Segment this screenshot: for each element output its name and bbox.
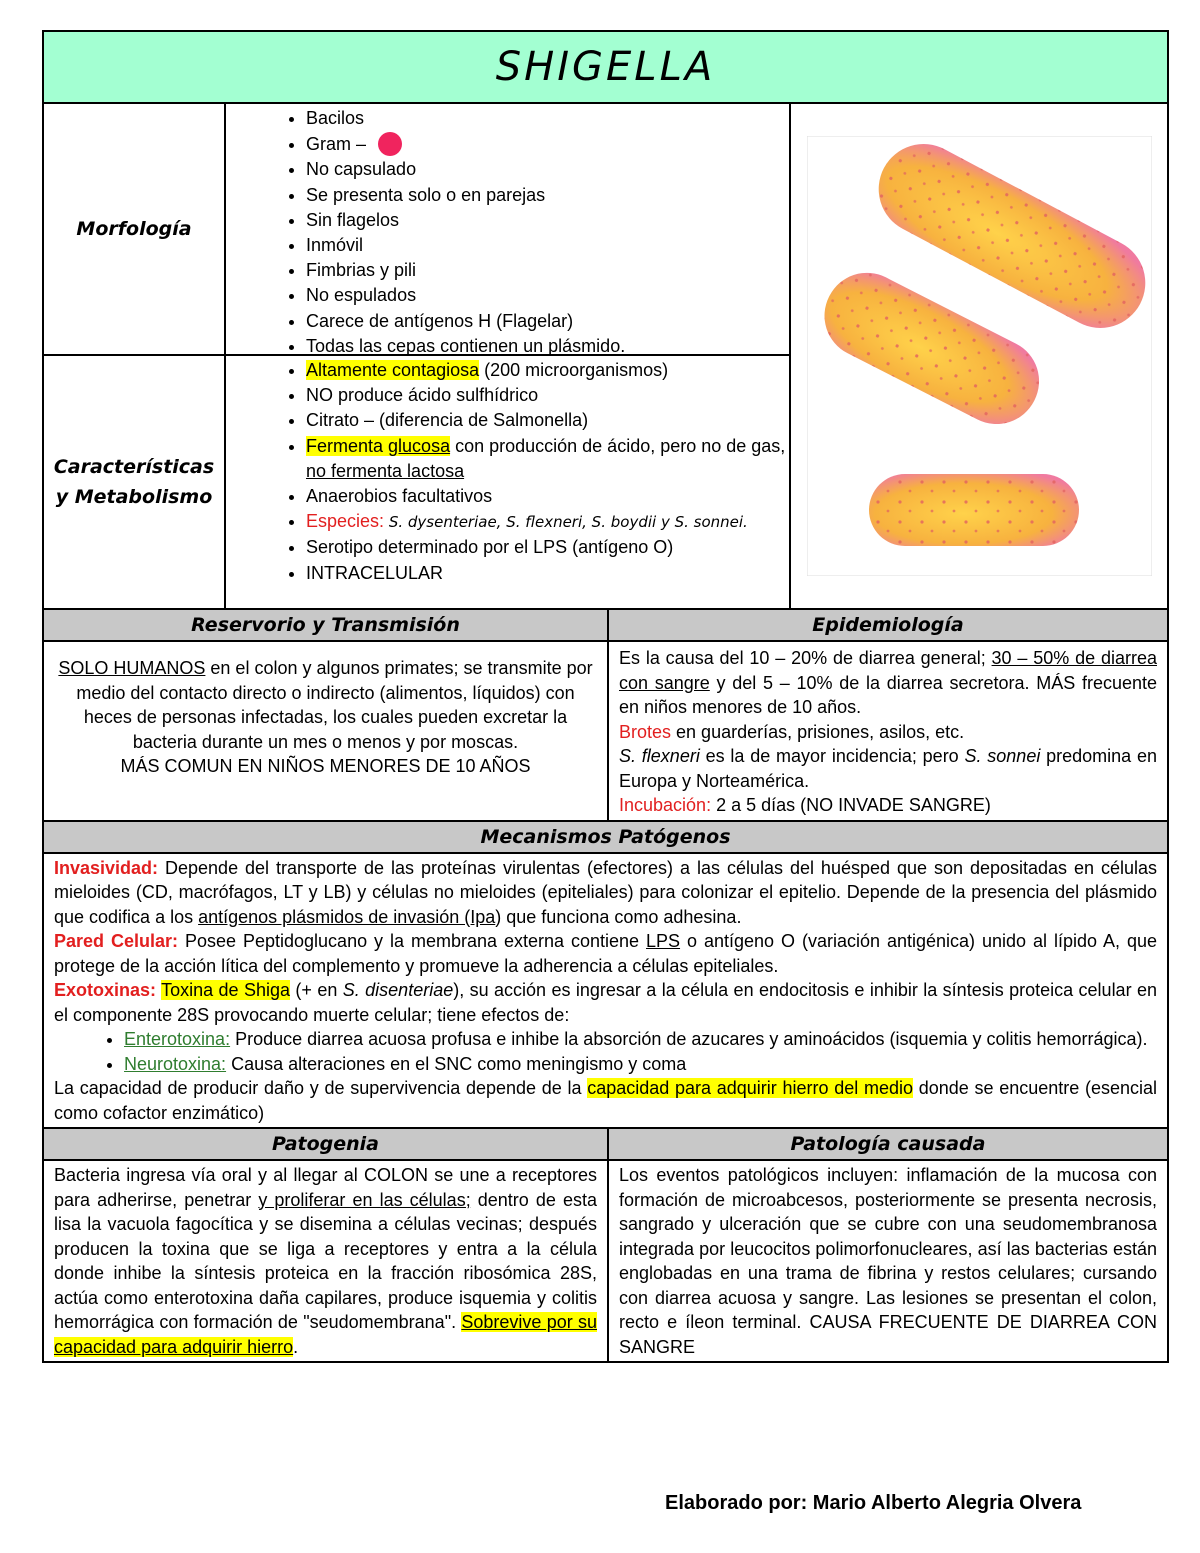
list-item: • Todas las cepas contienen un plásmido. bbox=[306, 334, 789, 359]
top-left-column bbox=[44, 104, 791, 608]
mecanismos-section bbox=[44, 822, 1167, 1130]
bacillus-bottom bbox=[869, 474, 1079, 546]
patologia-cell bbox=[609, 1129, 1167, 1361]
patogenia-patologia-section bbox=[44, 1129, 1167, 1361]
pared-paragraph: Pared Celular: Posee Peptidoglucano y la membrana externa contiene LPS o antígeno O (variación antigénica) unido al lípido A, que protege de la acción lítica del complemento y promueve la adherencia a células epiteliales. bbox=[54, 931, 1157, 976]
caracteristicas-content bbox=[226, 356, 789, 608]
mecanismos-text bbox=[44, 854, 1167, 1128]
bacilli-svg bbox=[807, 136, 1152, 576]
pink-dot-icon bbox=[377, 131, 403, 157]
caracteristicas-list bbox=[226, 358, 789, 586]
hierro-paragraph: La capacidad de producir daño y de supervivencia depende de la capacidad para adquirir hierro del medio donde se encuentre (esencial como cofactor enzimático) bbox=[54, 1078, 1157, 1123]
reservorio-header: Reservorio y Transmisión bbox=[44, 610, 607, 642]
morfologia-content bbox=[226, 104, 789, 354]
list-item: • NO produce ácido sulfhídrico bbox=[306, 383, 789, 408]
epidemiologia-cell bbox=[609, 610, 1167, 820]
list-item: • Altamente contagiosa (200 microorganismos) bbox=[306, 358, 789, 383]
reservorio-epidemiologia-section bbox=[44, 610, 1167, 822]
list-item: • Se presenta solo o en parejas bbox=[306, 183, 789, 208]
morfologia-row bbox=[44, 104, 789, 354]
page-title: SHIGELLA bbox=[44, 32, 1167, 104]
caracteristicas-label: Características y Metabolismo bbox=[44, 356, 226, 608]
patologia-header: Patología causada bbox=[609, 1129, 1167, 1161]
mecanismos-header: Mecanismos Patógenos bbox=[44, 822, 1167, 854]
shigella-bacilli-illustration bbox=[791, 104, 1167, 608]
toxinas-list bbox=[54, 1027, 1157, 1076]
caracteristicas-row bbox=[44, 354, 789, 608]
top-section bbox=[44, 104, 1167, 610]
list-item: • Especies: S. dysenteriae, S. flexneri, S. boydii y S. sonnei. bbox=[306, 509, 789, 535]
list-item: • Neurotoxina: Causa alteraciones en el SNC como meningismo y coma bbox=[124, 1052, 1157, 1077]
invasividad-paragraph: Invasividad: Depende del transporte de las proteínas virulentas (efectores) a las células del huésped que son depositadas en células mieloides (CD, macrófagos, LT y LB) y células no mieloides (epiteliales) para colonizar el epitelio. Depende de la presencia del plásmido que codifica a los antígenos plásmidos de invasión (Ipa) que funciona como adhesina. bbox=[54, 857, 1157, 927]
list-item: • Carece de antígenos H (Flagelar) bbox=[306, 309, 789, 334]
list-item: • Bacilos bbox=[306, 106, 789, 131]
patogenia-text: Bacteria ingresa vía oral y al llegar al COLON se une a receptores para adherirse, penetrar y proliferar en las células; dentro de esta lisa la vacuola fagocítica y se disemina a células vecinas; después producen la toxina que se liga a receptores y entra a la célula donde inhibe la síntesis proteica en la fracción ribosómica 28S, actúa como enterotoxina daña capilares, produce isquemia y colitis hemorrágica con formación de "seudomembrana". Sobrevive por su capacidad para adquirir hierro. bbox=[54, 1165, 597, 1357]
footer-author: Elaborado por: Mario Alberto Alegria Olvera bbox=[665, 1492, 1082, 1514]
reservorio-text: SOLO HUMANOS en el colon y algunos primates; se transmite por medio del contacto directo o indirecto (alimentos, líquidos) con heces de personas infectadas, los cuales pueden excretar la bacteria durante un mes o menos y por moscas. MÁS COMUN EN NIÑOS MENORES DE 10 AÑOS bbox=[58, 658, 593, 776]
list-item: • No capsulado bbox=[306, 157, 789, 182]
reservorio-cell bbox=[44, 610, 609, 820]
list-item: • Anaerobios facultativos bbox=[306, 484, 789, 509]
patogenia-header: Patogenia bbox=[44, 1129, 607, 1161]
list-item: • Inmóvil bbox=[306, 233, 789, 258]
epidemiologia-text: Es la causa del 10 – 20% de diarrea general; 30 – 50% de diarrea con sangre y del 5 – 10% de la diarrea secretora. MÁS frecuente en niños menores de 10 años. Brotes en guarderías, prisiones, asilos, etc. S. flexneri es la de mayor incidencia; pero S. sonnei predomina en Europa y Norteamérica. Incubación: 2 a 5 días (NO INVADE SANGRE) bbox=[619, 648, 1158, 815]
list-item: • Gram – bbox=[306, 131, 789, 157]
list-item: • Enterotoxina: Produce diarrea acuosa profusa e inhibe la absorción de azucares y aminoácidos (isquemia y colitis hemorrágica). bbox=[124, 1027, 1157, 1052]
list-item: • No espulados bbox=[306, 283, 789, 308]
list-item: • Fermenta glucosa con producción de ácido, pero no de gas, no fermenta lactosa bbox=[306, 434, 789, 484]
list-item: • Sin flagelos bbox=[306, 208, 789, 233]
morfologia-label: Morfología bbox=[44, 104, 226, 354]
patologia-text: Los eventos patológicos incluyen: inflamación de la mucosa con formación de microabcesos, posteriormente se presenta necrosis, sangrado y ulceración que se cubre con una seudomembranosa integrada por leucocitos polimorfonucleares, así las bacterias están englobadas en una trama de fibrina y restos celulares; cursando con diarrea acuosa y sangre. Las lesiones se presentan el colon, recto e íleon terminal. CAUSA FRECUENTE DE DIARREA CON SANGRE bbox=[619, 1165, 1157, 1357]
list-item: • Fimbrias y pili bbox=[306, 258, 789, 283]
epidemiologia-header: Epidemiología bbox=[609, 610, 1167, 642]
exotoxinas-paragraph: Exotoxinas: Toxina de Shiga (+ en S. disenteriae), su acción es ingresar a la célula en endocitosis e inhibir la síntesis proteica celular en el componente 28S provocando muerte celular; tiene efectos de: bbox=[54, 980, 1157, 1025]
list-item: • Serotipo determinado por el LPS (antígeno O) bbox=[306, 535, 789, 560]
list-item: • Citrato – (diferencia de Salmonella) bbox=[306, 408, 789, 433]
morfologia-list bbox=[226, 106, 789, 359]
patogenia-cell bbox=[44, 1129, 609, 1361]
document-sheet bbox=[42, 30, 1169, 1363]
list-item: • INTRACELULAR bbox=[306, 561, 789, 586]
